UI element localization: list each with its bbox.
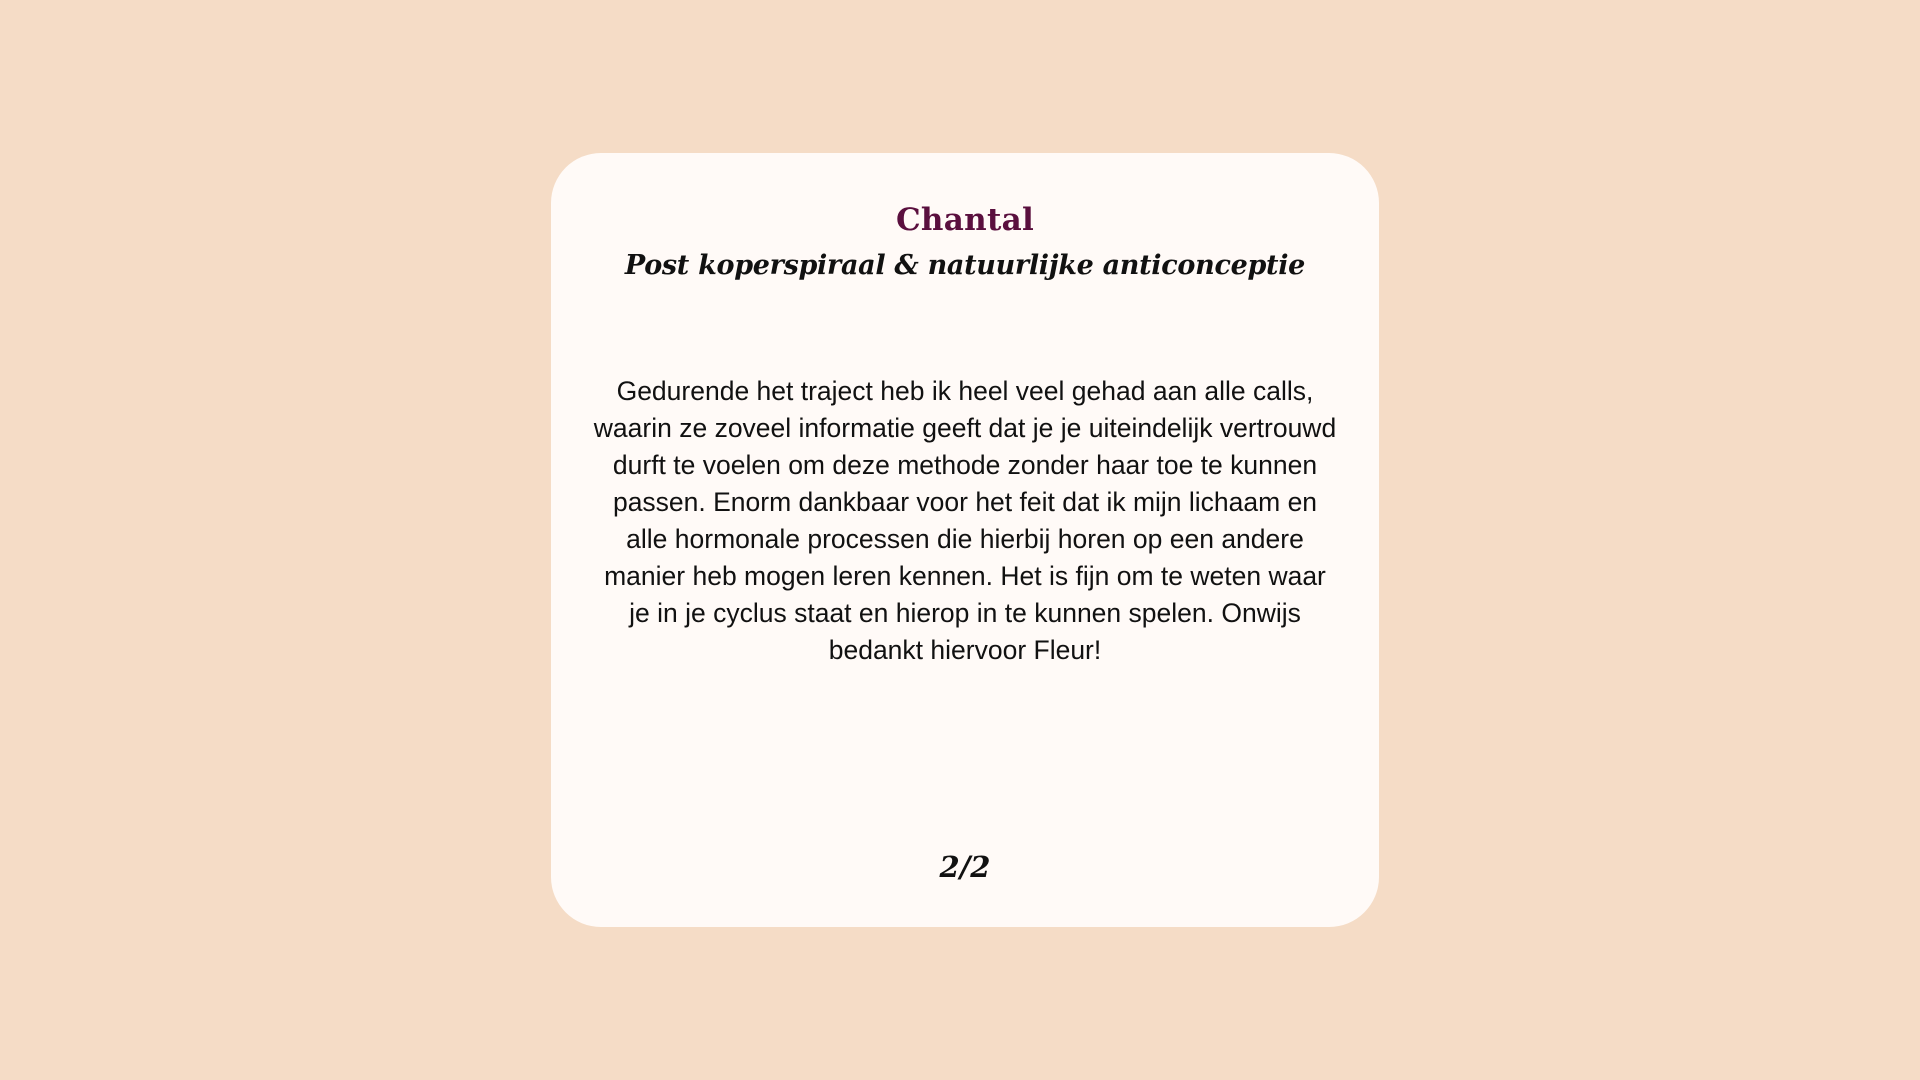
testimonial-name: Chantal — [895, 202, 1035, 238]
testimonial-body: Gedurende het traject heb ik heel veel gehad aan alle calls, waarin ze zoveel informatie geeft dat je je uiteindelijk vertrouwd durft te voelen om deze methode zonder haar toe te kunnen passen. Enorm dankbaar voor het feit dat ik mijn lichaam en alle hormonale processen die hierbij horen op een andere manier heb mogen leren kennen. Het is fijn om te weten waar je in je cyclus staat en hierop in te kunnen spelen. Onwijs bedankt hiervoor Fleur! — [593, 376, 1337, 665]
page-indicator: 2/2 — [939, 850, 991, 884]
testimonial-card — [551, 153, 1379, 927]
testimonial-subtitle: Post koperspiraal & natuurlijke anticonceptie — [624, 250, 1306, 281]
